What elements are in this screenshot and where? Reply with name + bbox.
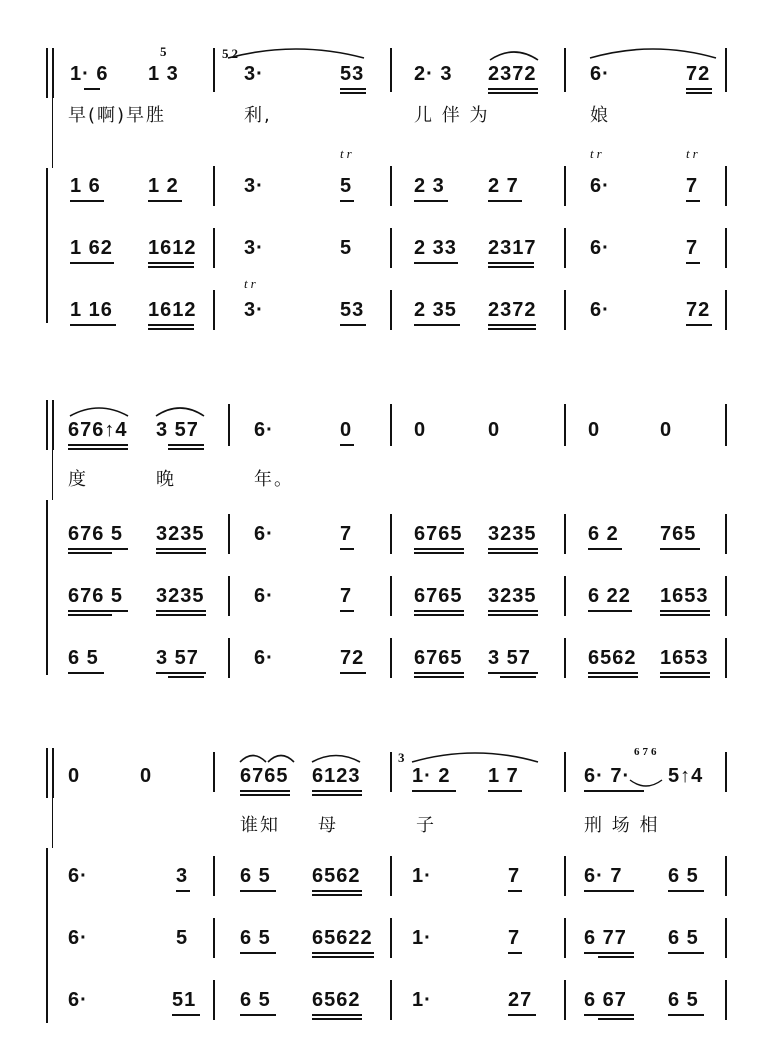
underline	[148, 266, 194, 268]
note-group: 1· 6	[70, 63, 109, 85]
note-group: 7	[508, 865, 521, 887]
underline	[508, 890, 522, 892]
underline	[414, 672, 464, 674]
barline	[213, 228, 215, 268]
note-group: 53	[340, 299, 365, 321]
barline	[564, 228, 566, 268]
note-group: 6 5	[240, 927, 271, 949]
underline	[240, 794, 290, 796]
underline	[488, 88, 538, 90]
note-group: 1612	[148, 299, 197, 321]
barline	[725, 228, 727, 268]
barline	[228, 576, 230, 616]
underline	[340, 610, 354, 612]
underline	[488, 262, 534, 264]
underline	[70, 324, 116, 326]
note-group: 3	[176, 865, 189, 887]
underline	[508, 952, 522, 954]
underline	[598, 1018, 634, 1020]
note-group: 6 22	[588, 585, 631, 607]
note-group: 1 7	[488, 765, 519, 787]
underline	[488, 266, 534, 268]
underline	[686, 324, 712, 326]
underline	[240, 790, 290, 792]
lyric: 早(啊)早胜	[68, 105, 167, 126]
note-group: 53	[340, 63, 365, 85]
note-group: 1 2	[148, 175, 179, 197]
underline	[488, 548, 538, 550]
underline	[68, 672, 104, 674]
note-group: 6562	[312, 865, 361, 887]
underline	[148, 328, 194, 330]
underline	[240, 1014, 276, 1016]
underline	[686, 200, 700, 202]
underline	[156, 548, 206, 550]
slur	[226, 44, 366, 60]
note-group: 0	[340, 419, 353, 441]
note-group: 6765	[414, 523, 463, 545]
barline	[390, 856, 392, 896]
note-group: 6 5	[668, 989, 699, 1011]
note-group: 6· 7	[584, 865, 623, 887]
underline	[414, 262, 458, 264]
note-group: 72	[686, 299, 711, 321]
underline	[156, 614, 206, 616]
underline	[176, 890, 190, 892]
barline	[390, 752, 392, 792]
grace-note: 5	[160, 44, 170, 59]
barline	[725, 752, 727, 792]
barline	[213, 980, 215, 1020]
underline	[156, 552, 206, 554]
underline	[68, 552, 112, 554]
note-group: 1· 2	[412, 765, 451, 787]
barline	[228, 404, 230, 446]
part-row-1	[0, 522, 772, 582]
underline	[240, 890, 276, 892]
underline	[588, 672, 638, 674]
underline	[70, 200, 104, 202]
barline	[564, 980, 566, 1020]
slur	[410, 748, 540, 764]
underline	[340, 92, 366, 94]
underline	[686, 92, 712, 94]
note-group: 5	[340, 237, 353, 259]
note-group: 6 5	[240, 989, 271, 1011]
part-row-3	[0, 646, 772, 706]
underline	[686, 262, 700, 264]
lyrics-row	[0, 104, 772, 164]
note-group: 6 67	[584, 989, 627, 1011]
underline	[340, 672, 366, 674]
barline	[213, 856, 215, 896]
barline	[390, 290, 392, 330]
note-group: 6 5	[68, 647, 99, 669]
slur	[310, 752, 362, 764]
barline	[228, 514, 230, 554]
note-group: 1612	[148, 237, 197, 259]
note-group: 5	[340, 175, 353, 197]
underline	[414, 614, 464, 616]
note-group: 3 57	[488, 647, 531, 669]
underline	[488, 92, 538, 94]
lyric: 刑 场 相	[584, 815, 660, 836]
slur	[628, 778, 664, 790]
lyric: 度	[68, 469, 88, 490]
note-group: 6·	[254, 647, 274, 669]
underline	[68, 448, 128, 450]
note-group: 6123	[312, 765, 361, 787]
underline	[686, 88, 712, 90]
trill-mark: tr	[590, 146, 605, 161]
trill-mark: tr	[686, 146, 701, 161]
note-group: 6·	[68, 989, 88, 1011]
part-row-2	[0, 926, 772, 986]
barline	[725, 918, 727, 958]
note-group: 6 77	[584, 927, 627, 949]
note-group: 6·	[590, 175, 610, 197]
barline	[390, 404, 392, 446]
underline	[168, 444, 204, 446]
barline	[390, 228, 392, 268]
barline	[564, 576, 566, 616]
slur	[488, 48, 540, 62]
underline	[588, 676, 638, 678]
note-group: 6·	[68, 927, 88, 949]
underline	[312, 956, 374, 958]
barline	[725, 514, 727, 554]
underline	[668, 952, 704, 954]
note-group: 3235	[156, 585, 205, 607]
underline	[414, 676, 464, 678]
barline	[213, 48, 215, 92]
note-group: 0	[68, 765, 81, 787]
underline	[312, 894, 362, 896]
underline	[70, 262, 114, 264]
barline	[390, 638, 392, 678]
underline	[412, 790, 456, 792]
underline	[312, 952, 374, 954]
barline	[564, 166, 566, 206]
underline	[488, 614, 538, 616]
note-group: 2317	[488, 237, 537, 259]
note-group: 6·	[254, 585, 274, 607]
underline	[414, 200, 448, 202]
note-group: 72	[340, 647, 365, 669]
note-group: 6·	[254, 523, 274, 545]
barline	[564, 404, 566, 446]
note-group: 3235	[156, 523, 205, 545]
underline	[148, 262, 194, 264]
note-group: 2 33	[414, 237, 457, 259]
barline	[564, 752, 566, 792]
underline	[414, 610, 464, 612]
part-row-1	[0, 864, 772, 924]
underline	[488, 610, 538, 612]
underline	[508, 1014, 536, 1016]
note-group: 676 5	[68, 585, 124, 607]
note-group: 2 35	[414, 299, 457, 321]
lyric: 娘	[590, 105, 610, 126]
underline	[660, 676, 710, 678]
underline	[156, 610, 206, 612]
barline	[564, 290, 566, 330]
underline	[312, 1018, 362, 1020]
barline	[725, 980, 727, 1020]
note-group: 2372	[488, 63, 537, 85]
lyric: 母	[318, 815, 338, 836]
note-group: 2 7	[488, 175, 519, 197]
barline	[725, 48, 727, 92]
note-group: 6 5	[240, 865, 271, 887]
note-group: 0	[660, 419, 673, 441]
grace-note: 676	[634, 746, 660, 758]
barline	[390, 980, 392, 1020]
underline	[488, 324, 536, 326]
note-group: 1·	[412, 989, 432, 1011]
note-group: 1·	[412, 865, 432, 887]
underline	[68, 444, 128, 446]
barline	[564, 638, 566, 678]
note-group: 3·	[244, 175, 264, 197]
underline	[414, 548, 464, 550]
note-group: 3235	[488, 523, 537, 545]
note-group: 6562	[588, 647, 637, 669]
underline	[168, 676, 204, 678]
slur	[154, 404, 206, 418]
note-group: 1653	[660, 647, 709, 669]
note-group: 6·	[590, 63, 610, 85]
lyric: 年。	[254, 469, 294, 490]
underline	[148, 200, 182, 202]
barline	[725, 404, 727, 446]
note-group: 1 62	[70, 237, 113, 259]
underline	[68, 610, 128, 612]
note-group: 1 3	[148, 63, 179, 85]
note-group: 6·	[254, 419, 274, 441]
underline	[488, 790, 522, 792]
barline	[725, 638, 727, 678]
trill-mark: tr	[340, 146, 355, 161]
barline	[564, 918, 566, 958]
underline	[68, 614, 112, 616]
note-group: 0	[140, 765, 153, 787]
underline	[660, 614, 710, 616]
underline	[68, 548, 128, 550]
note-group: 7	[340, 585, 353, 607]
note-group: 1653	[660, 585, 709, 607]
note-group: 2· 3	[414, 63, 453, 85]
part-row-1	[0, 174, 772, 234]
underline	[660, 610, 710, 612]
note-group: 3·	[244, 63, 264, 85]
part-row-3	[0, 298, 772, 358]
underline	[312, 794, 362, 796]
note-group: 3235	[488, 585, 537, 607]
underline	[340, 324, 366, 326]
note-group: 6 5	[668, 927, 699, 949]
underline	[584, 1014, 634, 1016]
note-group: 6562	[312, 989, 361, 1011]
note-group: 72	[686, 63, 711, 85]
underline	[500, 676, 536, 678]
underline	[312, 1014, 362, 1016]
part-row-3	[0, 988, 772, 1048]
underline	[414, 324, 460, 326]
trill-mark: tr	[244, 276, 259, 291]
note-group: 2372	[488, 299, 537, 321]
lyric: 谁知	[240, 815, 280, 836]
barline	[564, 514, 566, 554]
underline	[148, 324, 194, 326]
note-group: 1·	[412, 927, 432, 949]
underline	[340, 444, 354, 446]
note-group: 6·	[68, 865, 88, 887]
note-group: 65622	[312, 927, 373, 949]
barline	[725, 290, 727, 330]
underline	[488, 552, 538, 554]
underline	[660, 548, 700, 550]
underline	[660, 672, 710, 674]
slur	[238, 752, 268, 764]
underline	[598, 956, 634, 958]
barline	[390, 576, 392, 616]
underline	[584, 790, 644, 792]
grace-note: 3	[398, 750, 408, 765]
underline	[340, 88, 366, 90]
underline	[488, 328, 536, 330]
note-group: 5↑4	[668, 765, 704, 787]
note-group: 676 5	[68, 523, 124, 545]
underline	[240, 952, 276, 954]
barline	[725, 856, 727, 896]
barline	[213, 918, 215, 958]
note-group: 27	[508, 989, 533, 1011]
note-group: 1 6	[70, 175, 101, 197]
lyrics-row	[0, 468, 772, 528]
note-group: 0	[414, 419, 427, 441]
note-group: 5	[176, 927, 189, 949]
note-group: 6·	[590, 237, 610, 259]
underline	[156, 672, 206, 674]
note-group: 6 2	[588, 523, 619, 545]
slur	[68, 404, 130, 418]
barline	[725, 166, 727, 206]
underline	[340, 548, 354, 550]
note-group: 3 57	[156, 647, 199, 669]
lyric: 晚	[156, 469, 176, 490]
note-group: 6765	[414, 647, 463, 669]
underline	[588, 610, 632, 612]
barline	[390, 514, 392, 554]
underline	[668, 1014, 704, 1016]
note-group: 7	[686, 237, 699, 259]
underline	[414, 552, 464, 554]
underline	[312, 890, 362, 892]
lyric: 儿 伴 为	[414, 105, 490, 126]
underline	[588, 548, 622, 550]
barline	[213, 290, 215, 330]
part-row-2	[0, 584, 772, 644]
barline	[390, 918, 392, 958]
lyric: 利,	[244, 105, 272, 126]
note-group: 7	[508, 927, 521, 949]
note-group: 2 3	[414, 175, 445, 197]
note-group: 3·	[244, 299, 264, 321]
note-group: 6·	[590, 299, 610, 321]
note-group: 51	[172, 989, 197, 1011]
note-group: 0	[588, 419, 601, 441]
note-group: 0	[488, 419, 501, 441]
barline	[564, 856, 566, 896]
underline	[312, 790, 362, 792]
barline	[213, 166, 215, 206]
underline	[340, 200, 354, 202]
underline	[584, 890, 634, 892]
note-group: 6· 7·	[584, 765, 631, 787]
barline	[390, 48, 392, 92]
underline	[668, 890, 704, 892]
underline	[84, 88, 100, 90]
part-row-2	[0, 236, 772, 296]
note-group: 1 16	[70, 299, 113, 321]
note-group: 765	[660, 523, 697, 545]
slur	[266, 752, 296, 764]
note-group: 7	[340, 523, 353, 545]
underline	[168, 448, 204, 450]
barline	[228, 638, 230, 678]
note-group: 3·	[244, 237, 264, 259]
barline	[213, 752, 215, 792]
note-group: 6 5	[668, 865, 699, 887]
grace-note: 52	[222, 46, 241, 61]
barline	[725, 576, 727, 616]
note-group: 676↑4	[68, 419, 128, 441]
underline	[172, 1014, 200, 1016]
underline	[488, 672, 538, 674]
note-group: 3 57	[156, 419, 199, 441]
note-group: 7	[686, 175, 699, 197]
barline	[564, 48, 566, 92]
lyric: 子	[416, 815, 436, 836]
slur	[588, 44, 718, 60]
note-group: 6765	[414, 585, 463, 607]
underline	[488, 200, 522, 202]
underline	[584, 952, 634, 954]
barline	[390, 166, 392, 206]
note-group: 6765	[240, 765, 289, 787]
